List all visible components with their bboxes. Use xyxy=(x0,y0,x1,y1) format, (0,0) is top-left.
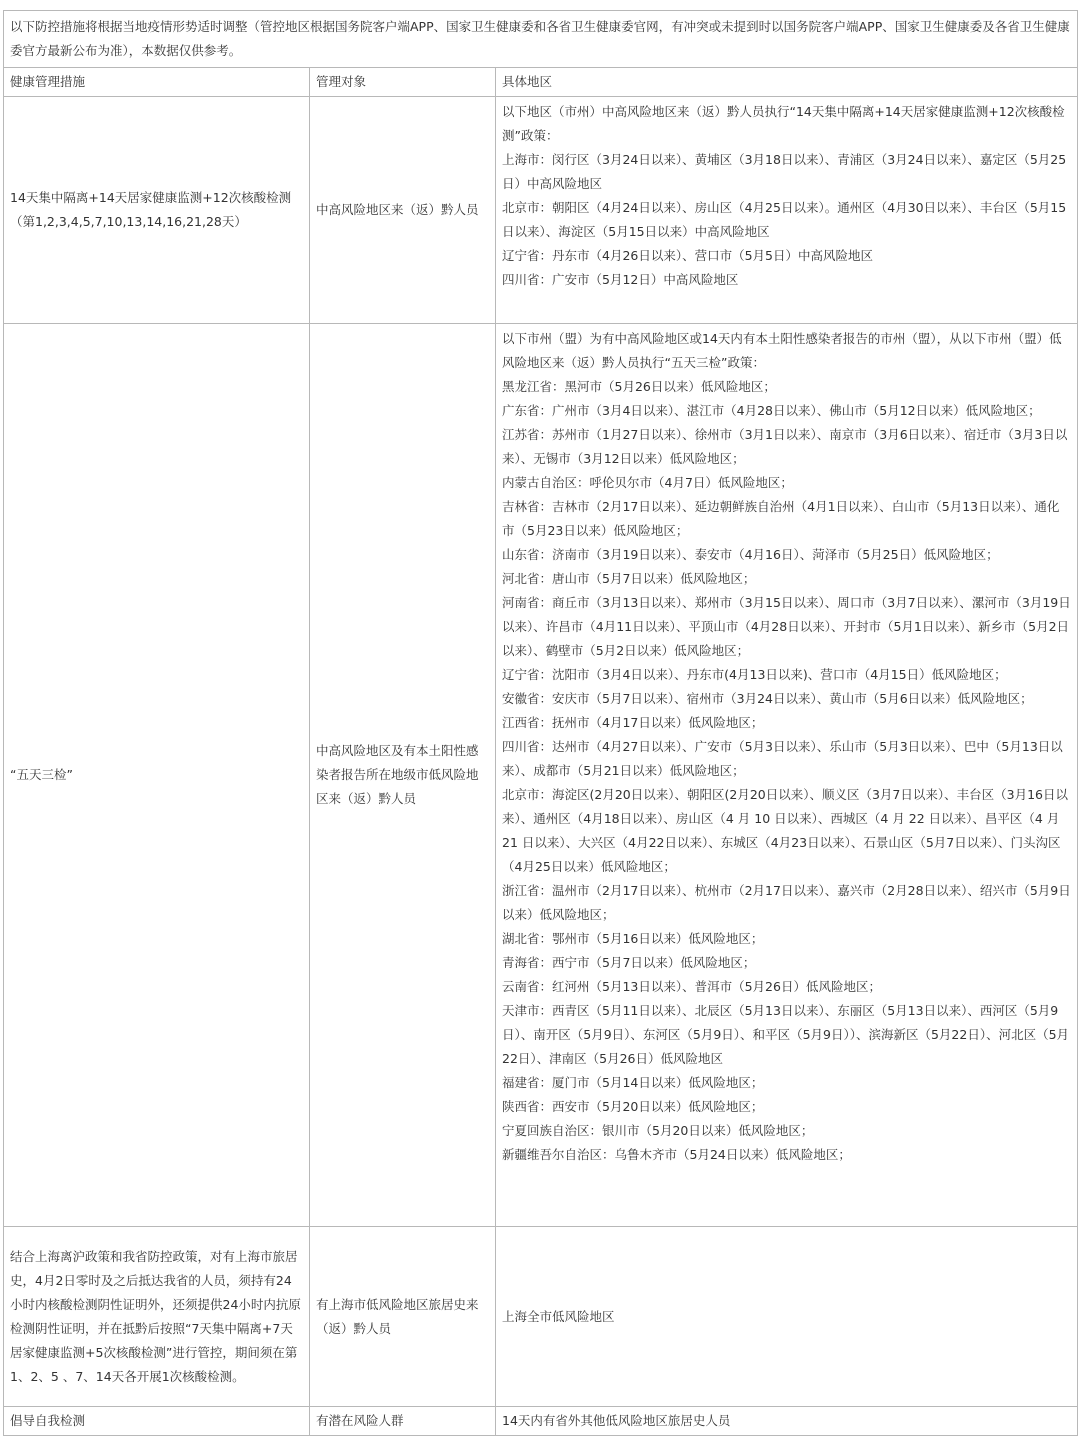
table-row xyxy=(4,1227,1078,1407)
target-cell xyxy=(310,324,496,1227)
cell-line: 以下地区（市州）中高风险地区来（返）黔人员执行“14天集中隔离+14天居家健康监测+12次核酸检测”政策： xyxy=(502,104,1065,143)
cell-line: 倡导自我检测 xyxy=(10,1413,86,1428)
cell-line: 中高风险地区来（返）黔人员 xyxy=(316,202,479,217)
cell-line: 河南省：商丘市（3月13日以来）、郑州市（3月15日以来）、周口市（3月7日以来）、漯河市（3月19日以来）、许昌市（4月11日以来）、平顶山市（4月28日以来）、开封市（5月1日以来）、新乡市（5月2日以来）、鹤壁市（5月2日以来）低风险地区； xyxy=(502,595,1071,658)
cell-line: 有上海市低风险地区旅居史来（返）黔人员 xyxy=(316,1296,479,1336)
cell-line: 陕西省：西安市（5月20日以来）低风险地区； xyxy=(502,1099,764,1114)
measure-cell xyxy=(4,324,310,1227)
header-area: 具体地区 xyxy=(496,68,1078,97)
cell-line: 宁夏回族自治区：银川市（5月20日以来）低风险地区； xyxy=(502,1123,814,1138)
cell-line: 上海全市低风险地区 xyxy=(502,1308,615,1324)
cell-line: 辽宁省：沈阳市（3月4日以来）、丹东市(4月13日以来)、营口市（4月15日）低风险地区； xyxy=(502,667,1007,682)
cell-line: 北京市：朝阳区（4月24日以来）、房山区（4月25日以来）。通州区（4月30日以来）、丰台区（5月15日以来）、海淀区（5月15日以来）中高风险地区 xyxy=(502,200,1067,239)
table-row xyxy=(4,1407,1078,1436)
measure-cell xyxy=(4,1227,310,1407)
cell-line: 福建省：厦门市（5月14日以来）低风险地区； xyxy=(502,1075,764,1090)
health-measures-table xyxy=(3,10,1078,1436)
cell-line: 河北省：唐山市（5月7日以来）低风险地区； xyxy=(502,571,756,586)
cell-line: 结合上海离沪政策和我省防控政策，对有上海市旅居史，4月2日零时及之后抵达我省的人员，须持有24小时内核酸检测阴性证明外，还须提供24小时内抗原检测阴性证明，并在抵黔后按照“7天集中隔离+7天居家健康监测+5次核酸检测”进行管控，期间须在第 1、2、5 、7、14天各开展1次核酸检测。 xyxy=(10,1248,301,1384)
cell-line: 云南省：红河州（5月13日以来）、普洱市（5月26日）低风险地区； xyxy=(502,979,881,994)
cell-line: 青海省：西宁市（5月7日以来）低风险地区； xyxy=(502,955,756,970)
cell-line: “五天三检” xyxy=(10,767,73,782)
cell-line: 安徽省：安庆市（5月7日以来）、宿州市（3月24日以来）、黄山市（5月6日以来）低风险地区； xyxy=(502,691,1033,706)
notice-row xyxy=(4,11,1078,68)
cell-line: 四川省：达州市（4月27日以来）、广安市（5月3日以来）、乐山市（5月3日以来）、巴中（5月13日以来）、成都市（5月21日以来）低风险地区； xyxy=(502,739,1063,778)
cell-line: 吉林省：吉林市（2月17日以来）、延边朝鲜族自治州（4月1日以来）、白山市（5月13日以来）、通化市（5月23日以来）低风险地区； xyxy=(502,499,1060,538)
measure-cell xyxy=(4,1407,310,1436)
cell-line: 浙江省：温州市（2月17日以来）、杭州市（2月17日以来）、嘉兴市（2月28日以来）、绍兴市（5月9日以来）低风险地区； xyxy=(502,883,1071,922)
cell-line: 江西省：抚州市（4月17日以来）低风险地区； xyxy=(502,715,764,730)
header-measure: 健康管理措施 xyxy=(4,68,310,97)
cell-line: 14天集中隔离+14天居家健康监测+12次核酸检测（第1,2,3,4,5,7,10,13,14,16,21,28天） xyxy=(10,190,292,229)
cell-line: 天津市：西青区（5月11日以来）、北辰区（5月13日以来）、东丽区（5月13日以来）、西河区（5月9日）、南开区（5月9日）、东河区（5月9日）、和平区（5月9日））、滨海新区（5月22日）、河北区（5月22日）、津南区（5月26日）低风险地区 xyxy=(502,1003,1070,1066)
header-row xyxy=(4,68,1078,97)
cell-line: 以下市州（盟）为有中高风险地区或14天内有本土阳性感染者报告的市州（盟），从以下市州（盟）低风险地区来（返）黔人员执行“五天三检”政策： xyxy=(502,331,1062,370)
notice-text: 以下防控措施将根据当地疫情形势适时调整（管控地区根据国务院客户端APP、国家卫生健康委和各省卫生健康委官网，有冲突或未提到时以国务院客户端APP、国家卫生健康委及各省卫生健康委官方最新公布为准），本数据仅供参考。 xyxy=(4,11,1078,68)
measure-cell xyxy=(4,97,310,324)
cell-line: 中高风险地区及有本土阳性感染者报告所在地级市低风险地区来（返）黔人员 xyxy=(316,743,479,806)
cell-line: 新疆维吾尔自治区：乌鲁木齐市（5月24日以来）低风险地区； xyxy=(502,1147,851,1162)
target-cell xyxy=(310,1227,496,1407)
cell-line: 广东省：广州市（3月4日以来）、湛江市（4月28日以来）、佛山市（5月12日以来）低风险地区； xyxy=(502,403,1041,418)
table-row xyxy=(4,324,1078,1227)
area-cell xyxy=(496,324,1078,1227)
area-cell xyxy=(496,1407,1078,1436)
cell-line: 上海市：闵行区（3月24日以来）、黄埔区（3月18日以来）、青浦区（3月24日以来）、嘉定区（5月25日）中高风险地区 xyxy=(502,152,1067,191)
target-cell xyxy=(310,97,496,324)
cell-line: 黑龙江省：黑河市（5月26日以来）低风险地区； xyxy=(502,379,776,394)
cell-line: 北京市：海淀区(2月20日以来）、朝阳区(2月20日以来）、顺义区（3月7日以来）、丰台区（3月16日以来）、通州区（4月18日以来）、房山区（4 月 10 日以来）、西城区（4 月 22 日以来）、昌平区（4 月 21 日以来）、大兴区（4月22日以来）、东城区（4月23日以来）、石景山区（5月7日以来）、门头沟区（4月25日以来）低风险地区； xyxy=(502,787,1068,874)
cell-line: 四川省：广安市（5月12日）中高风险地区 xyxy=(502,272,739,287)
cell-line: 辽宁省：丹东市（4月26日以来）、营口市（5月5日）中高风险地区 xyxy=(502,248,874,263)
policy-page xyxy=(3,10,1077,1436)
header-target: 管理对象 xyxy=(310,68,496,97)
cell-line: 有潜在风险人群 xyxy=(316,1413,404,1428)
area-cell xyxy=(496,1227,1078,1407)
cell-line: 江苏省：苏州市（1月27日以来）、徐州市（3月1日以来）、南京市（3月6日以来）、宿迁市（3月3日以来）、无锡市（3月12日以来）低风险地区； xyxy=(502,427,1068,466)
cell-line: 内蒙古自治区：呼伦贝尔市（4月7日）低风险地区； xyxy=(502,475,793,490)
cell-line: 湖北省：鄂州市（5月16日以来）低风险地区； xyxy=(502,931,764,946)
area-cell xyxy=(496,97,1078,324)
cell-line: 14天内有省外其他低风险地区旅居史人员 xyxy=(502,1413,731,1428)
target-cell xyxy=(310,1407,496,1436)
cell-line: 山东省：济南市（3月19日以来）、泰安市（4月16日）、菏泽市（5月25日）低风险地区； xyxy=(502,547,999,562)
table-row xyxy=(4,97,1078,324)
